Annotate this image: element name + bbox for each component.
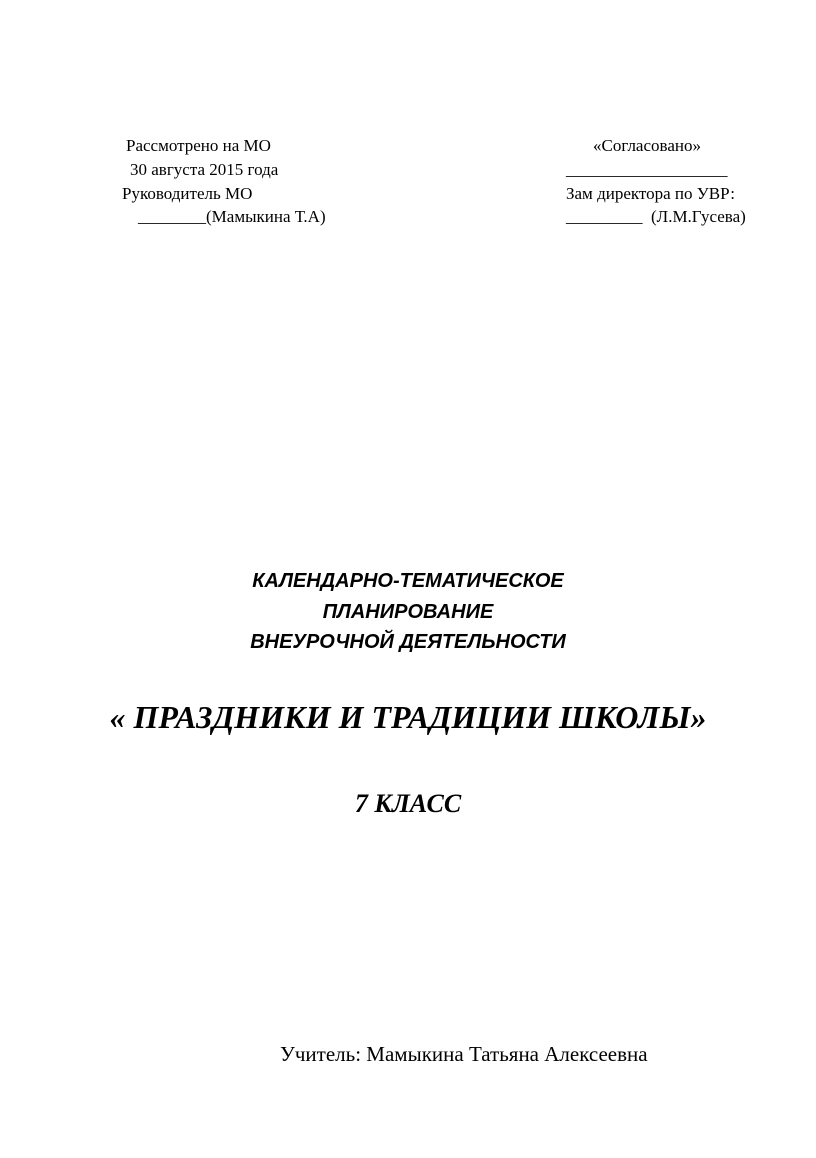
title-line-2: ПЛАНИРОВАНИЕ bbox=[322, 601, 494, 623]
agreed-label: «Согласовано» bbox=[593, 136, 701, 155]
agreed-signature-line: ___________________ bbox=[566, 160, 728, 179]
head-signature: ________(Мамыкина Т.А) bbox=[138, 207, 326, 226]
title-line-1: КАЛЕНДАРНО-ТЕМАТИЧЕСКОЕ bbox=[252, 570, 564, 592]
course-title: « ПРАЗДНИКИ И ТРАДИЦИИ ШКОЛЫ» bbox=[109, 699, 707, 735]
deputy-signature: _________ (Л.М.Гусева) bbox=[566, 207, 746, 226]
grade-label: 7 КЛАСС bbox=[354, 789, 462, 818]
title-line-3: ВНЕУРОЧНОЙ ДЕЯТЕЛЬНОСТИ bbox=[250, 631, 566, 653]
deputy-label: Зам директора по УВР: bbox=[566, 184, 735, 203]
review-date: 30 августа 2015 года bbox=[130, 160, 279, 179]
head-label: Руководитель МО bbox=[122, 184, 253, 203]
teacher-name: Учитель: Мамыкина Татьяна Алексеевна bbox=[280, 1042, 648, 1066]
reviewed-label: Рассмотрено на МО bbox=[126, 136, 271, 155]
